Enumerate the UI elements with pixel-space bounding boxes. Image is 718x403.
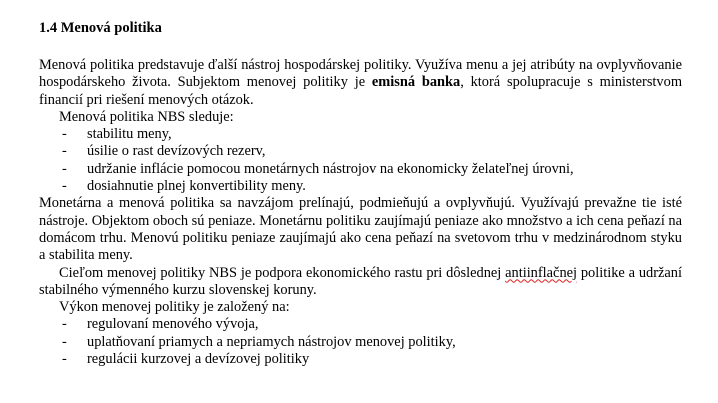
paragraph-monetary-vs-currency: Monetárna a menová politika sa navzájom prelínajú, podmieňujú a ovplyvňujú. Využívajú prevažne tie isté nástroje. Objektom oboch sú peniaze. Monetárnu politiku zaujímajú peniaze ako množstvo a ich cena peňazí na domácom trhu. Menovú politiku peniaze zaujímajú ako cena peňazí na svetovom trhu v medzinárodnom styku a stabilita meny. [39,195,682,264]
list-item [39,161,682,178]
list-bullet: - [62,178,67,195]
execution-list [39,316,682,368]
list-item [39,334,682,351]
list-item [39,178,682,195]
section-content [39,57,682,368]
paragraph-nbs-objective [39,265,682,300]
paragraph-intro-text-end: , ktorá spolupracuje s ministerstvom financií pri riešení menových otázok. [39,74,683,108]
list-item [39,143,682,160]
goals-list [39,126,682,195]
list-item-text: dosiahnutie plnej konvertibility meny. [87,178,306,195]
list-bullet: - [62,126,67,143]
list-bullet: - [62,316,67,333]
list-bullet: - [62,143,67,160]
list-item [39,351,682,368]
paragraph-objective-text-end: politike a udržaní stabilného výmenného kurzu slovenskej koruny. [39,264,682,298]
list-bullet: - [62,160,67,177]
list-item-text: stabilitu meny, [87,126,172,143]
paragraph-intro-text: Menová politika predstavuje ďalší nástroj hospodárskej politiky. Využíva menu a jej atribúty na ovplyvňovanie hospodárskeho života. Subjektom menovej politiky je [39,57,682,91]
list-item-text: uplatňovaní priamych a nepriamych nástrojov menovej politiky, [87,333,456,350]
list-item [39,126,682,143]
paragraph-execution-intro: Výkon menovej politiky je založený na: [59,299,290,316]
list-item-text: úsilie o rast devízových rezerv, [87,143,266,160]
paragraph-intro [39,57,682,109]
paragraph-goals-intro: Menová politika NBS sleduje: [59,108,234,125]
list-item [39,316,682,333]
spellcheck-flagged-word: antiinflačnej [505,264,578,281]
section-heading: 1.4 Menová politika [39,20,162,36]
list-bullet: - [62,351,67,368]
list-item-text: regulácii kurzovej a devízovej politiky [87,351,310,368]
paragraph-objective-text: Cieľom menovej politiky NBS je podpora ekonomického rastu pri dôslednej [59,264,506,281]
list-item-text: regulovaní menového vývoja, [87,316,259,333]
list-item-text: udržanie inflácie pomocou monetárnych nástrojov na ekonomicky želateľnej úrovni, [87,160,574,177]
list-bullet: - [62,333,67,350]
bold-term-emission-bank: emisná banka [371,74,461,91]
